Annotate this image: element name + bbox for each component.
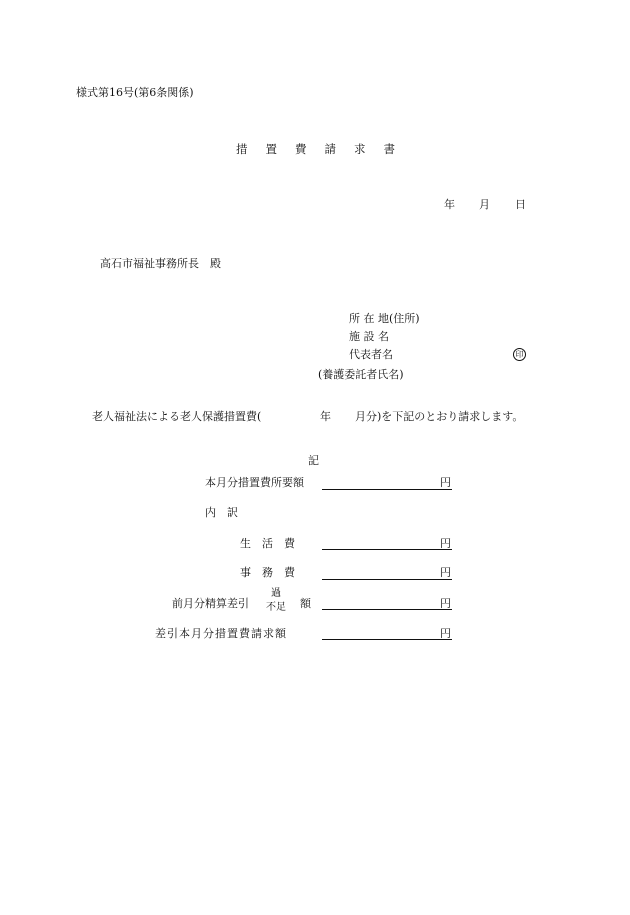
date-year: 年 [444, 198, 455, 211]
admin-expense-yen: 円 [440, 566, 451, 579]
document-title: 措置費請求書 [236, 142, 413, 156]
address-label: 所 在 地(住所) [349, 312, 420, 325]
facility-label: 施 設 名 [349, 330, 389, 343]
required-amount-label: 本月分措置費所要額 [205, 476, 304, 489]
trustee-label: (養護委託者氏名) [318, 368, 404, 381]
date-day: 日 [515, 198, 526, 211]
required-amount-yen: 円 [440, 476, 451, 489]
adjustment-yen: 円 [440, 597, 451, 610]
living-expense-label: 生 活 費 [240, 537, 295, 550]
addressee: 高石市福祉事務所長 殿 [100, 257, 221, 270]
claim-amount-label: 差引本月分措置費請求額 [155, 627, 287, 640]
required-amount-line [322, 489, 452, 490]
statement-suffix: 月分)を下記のとおり請求します。 [355, 410, 524, 423]
date-month: 月 [479, 198, 490, 211]
living-expense-line [322, 549, 452, 550]
statement-year: 年 [320, 410, 331, 423]
note-mark: 記 [308, 454, 319, 467]
claim-amount-yen: 円 [440, 627, 451, 640]
adjustment-short: 不足 [266, 602, 286, 613]
breakdown-label: 内 訳 [205, 506, 238, 519]
admin-expense-line [322, 579, 452, 580]
statement-prefix: 老人福祉法による老人保護措置費( [92, 410, 262, 423]
form-number: 様式第16号(第6条関係) [76, 86, 194, 99]
adjustment-amount-word: 額 [300, 597, 311, 610]
admin-expense-label: 事 務 費 [240, 566, 295, 579]
claim-amount-line [322, 639, 452, 640]
adjustment-line [322, 609, 452, 610]
adjustment-over: 過 [271, 588, 281, 599]
representative-label: 代表者名 [349, 348, 393, 361]
living-expense-yen: 円 [440, 537, 451, 550]
seal-mark-icon: 印 [513, 348, 526, 361]
adjustment-label: 前月分精算差引 [172, 597, 249, 610]
